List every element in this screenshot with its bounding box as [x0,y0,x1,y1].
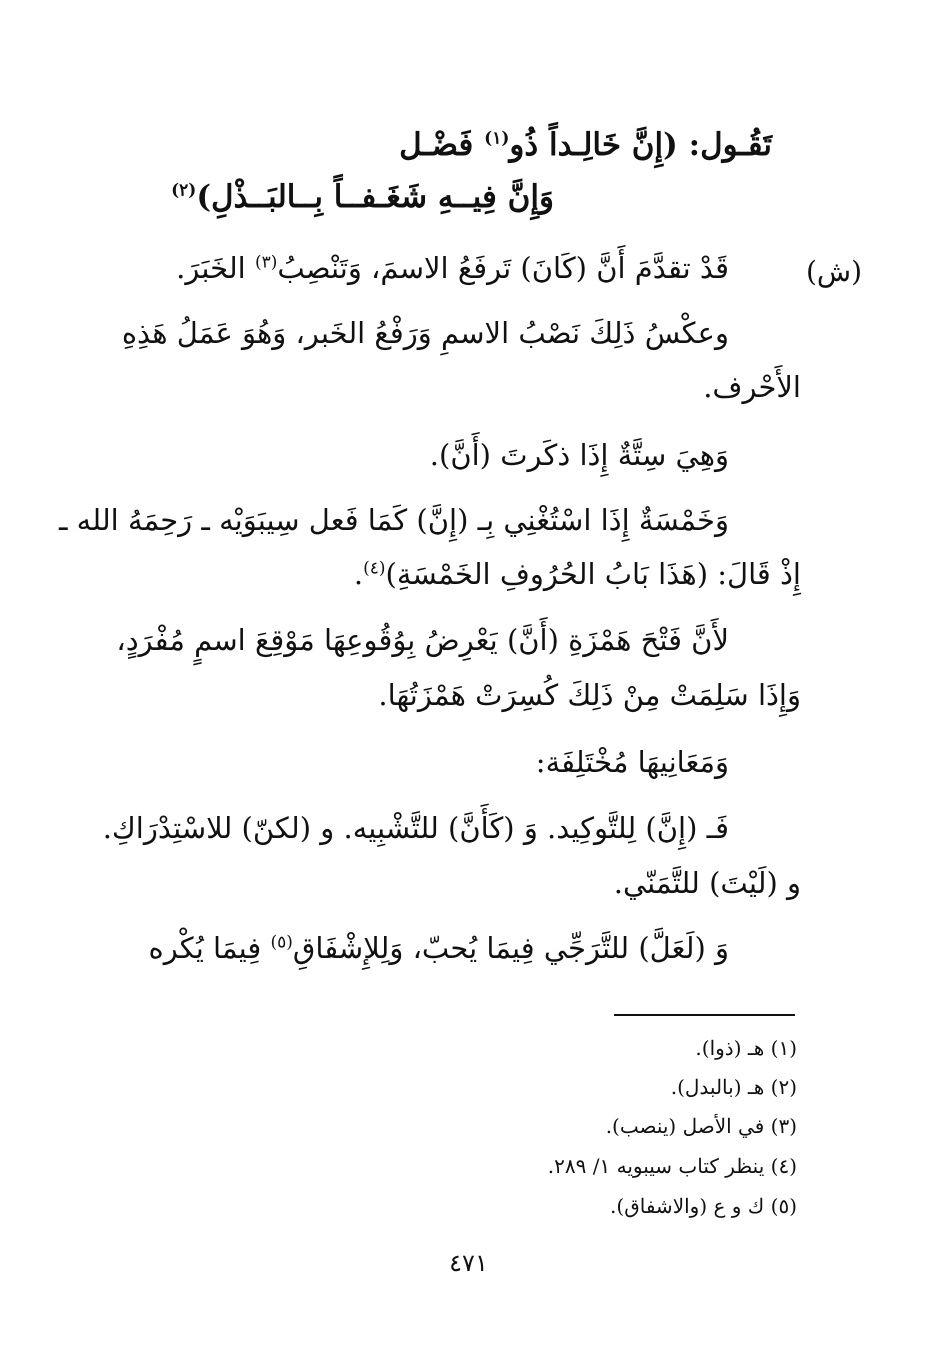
footnote-5: (٥) ك و ع (والاشفاق). [610,1194,797,1218]
paragraph-1-text: قَدْ تقدَّمَ أَنَّ (كَانَ) تَرفَعُ الاسمَ، وَتَنْصِبُ [277,251,729,285]
footnote-ref-2: (٢) [171,180,197,201]
paragraph-5-line-1: لأَنَّ فَتْحَ هَمْزَةِ (أَنَّ) يَعْرِضُ بِوُقُوعِهَا مَوْقِعَ اسمٍ مُفْرَدٍ، [116,623,729,657]
paragraph-4-line-1: وَخَمْسَةٌ إِذَا اسْتُغْنِي بِـ (إِنَّ) كَمَا فَعل سِيبَوَيْه ـ رَحِمَهُ الله ـ [58,503,729,537]
paragraph-1-line-1 [176,248,729,288]
paragraph-8-end: فِيمَا يُكْره [148,931,271,965]
paragraph-2-line-1: وعكْسُ ذَلِكَ نَصْبُ الاسمِ وَرَفْعُ الخَبر، وَهُوَ عَمَلُ هَذِهِ [121,316,729,350]
commentary-marker: (ش) [806,255,863,288]
paragraph-8-text: وَ (لَعَلَّ) للتَّرَجِّي فِيمَا يُحبّ، وَلِلإِشْفَاقِ [292,931,729,965]
paragraph-3: وَهِيَ سِتَّةٌ إِذَا ذكَرتَ (أَنَّ). [429,438,729,472]
paragraph-6: وَمَعَانِيهَا مُخْتَلِفَة: [535,745,729,779]
verse-line-2 [171,177,554,217]
verse-line-1 [399,125,772,165]
footnote-ref-3: (٣) [254,252,278,273]
footnote-1: (١) هـ (ذوا). [695,1036,797,1060]
paragraph-8 [149,928,729,968]
page-number: ٤٧١ [449,1249,488,1277]
footnote-2: (٢) هـ (بالبدل). [670,1075,797,1099]
footnote-separator [614,1014,795,1016]
paragraph-4-line-2-text: إِذْ قَالَ: (هَذَا بَابُ الحُرُوفِ الخَمْسَةِ) [385,557,801,591]
paragraph-7-line-1: فَـ (إِنَّ) لِلتَّوكِيد. وَ (كَأَنَّ) للتَّشْبِيه. و (لكنّ) للاسْتِدْرَاكِ. [102,811,729,845]
paragraph-4-line-2 [354,554,801,594]
footnote-ref-1: (١) [484,128,510,149]
footnote-ref-5: (٥) [270,932,293,953]
paragraph-2-line-2: الأَحْرف. [703,370,801,404]
verse-line-1-text: تَقُـول: (إِنَّ خَالِـداً ذُو [509,127,772,163]
paragraph-5-line-2: وَإِذَا سَلِمَتْ مِنْ ذَلِكَ كُسِرَتْ هَمْزَتُهَا. [378,678,801,712]
verse-line-1-end: فَضْـل [399,127,485,163]
footnote-4: (٤) ينظر كتاب سيبويه ١/ ٢٨٩. [547,1154,797,1178]
paragraph-7-line-2: و (لَيْتَ) للتَّمَنّي. [613,866,801,900]
footnote-ref-4: (٤) [363,558,386,579]
paragraph-1-end: الخَبَرَ. [176,251,255,285]
verse-line-2-text: وَإِنَّ فِيــهِ شَغَـفــاً بِــالبَــذْلِ) [196,179,554,215]
footnote-3: (٣) في الأصل (ينصب). [605,1114,797,1138]
paragraph-4-end: . [353,557,364,591]
